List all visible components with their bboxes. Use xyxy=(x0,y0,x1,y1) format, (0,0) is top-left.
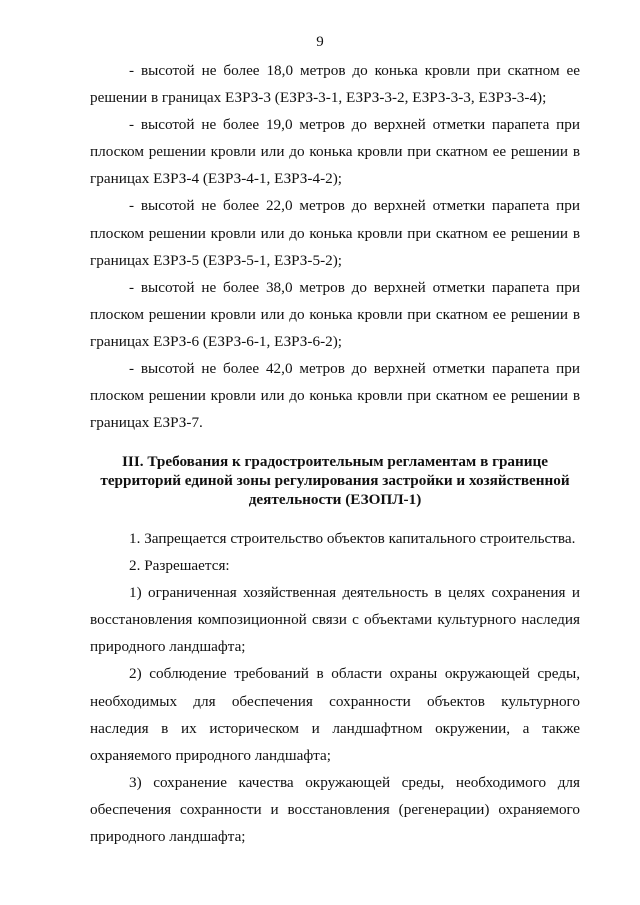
page-number: 9 xyxy=(316,34,324,50)
section-heading-line: деятельности (ЕЗОПЛ-1) xyxy=(248,491,422,508)
list-item: - высотой не более 18,0 метров до конька кровли при скатном ее решении в границах ЕЗРЗ-3 (ЕЗРЗ-3-1, ЕЗРЗ-3-2, ЕЗРЗ-3-3, ЕЗРЗ-3-4); xyxy=(90,62,580,107)
section-heading xyxy=(90,452,580,509)
section-item: 1. Запрещается строительство объектов капитального строительства. xyxy=(129,530,576,547)
list-item: - высотой не более 42,0 метров до верхней отметки парапета при плоском решении кровли или до конька кровли при скатном ее решении в границах ЕЗРЗ-7. xyxy=(90,360,580,432)
section-item: 2) соблюдение требований в области охраны окружающей среды, необходимых для обеспечения сохранности объектов культурного наследия в их историческом и ландшафтном окружении, а также охраняемого природного ландшафта; xyxy=(90,665,580,764)
height-limits-list xyxy=(90,57,580,436)
section-item: 2. Разрешается: xyxy=(129,557,230,575)
section-heading-line: III. Требования к градостроительным регламентам в границе xyxy=(122,453,548,470)
section-item: 1) ограниченная хозяйственная деятельность в целях сохранения и восстановления композиционной связи с объектами культурного наследия природного ландшафта; xyxy=(90,584,580,656)
section-body xyxy=(90,525,580,850)
section-heading-line: территорий единой зоны регулирования застройки и хозяйственной xyxy=(100,472,570,489)
section-item: 3) сохранение качества окружающей среды, необходимого для обеспечения сохранности и восстановления (регенерации) охраняемого природного ландшафта; xyxy=(90,773,580,846)
list-item: - высотой не более 38,0 метров до верхней отметки парапета при плоском решении кровли или до конька кровли при скатном ее решении в границах ЕЗРЗ-6 (ЕЗРЗ-6-1, ЕЗРЗ-6-2); xyxy=(90,278,580,350)
list-item: - высотой не более 22,0 метров до верхней отметки парапета при плоском решении кровли или до конька кровли при скатном ее решении в границах ЕЗРЗ-5 (ЕЗРЗ-5-1, ЕЗРЗ-5-2); xyxy=(90,197,580,269)
list-item: - высотой не более 19,0 метров до верхней отметки парапета при плоском решении кровли или до конька кровли при скатном ее решении в границах ЕЗРЗ-4 (ЕЗРЗ-4-1, ЕЗРЗ-4-2); xyxy=(90,116,580,188)
